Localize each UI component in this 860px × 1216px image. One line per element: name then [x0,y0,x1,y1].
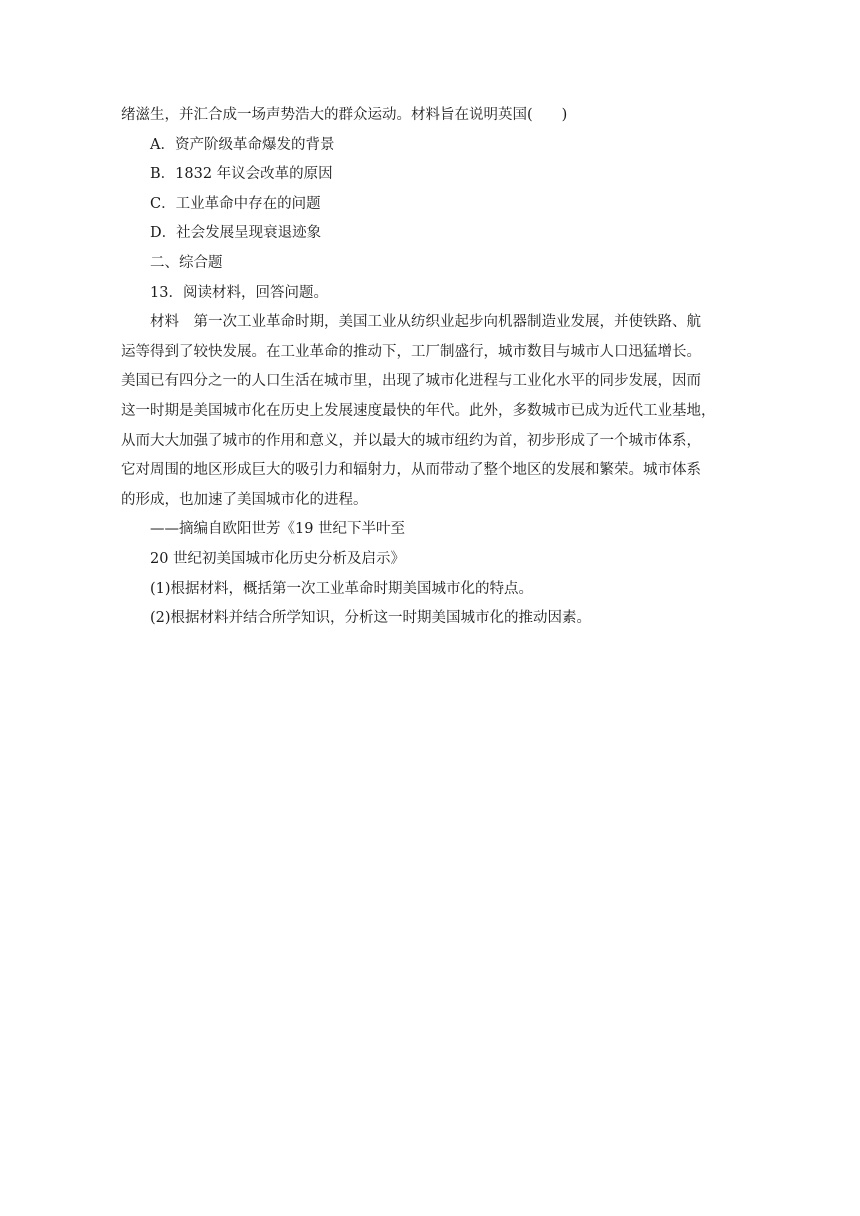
source-citation-line-1: ——摘编自欧阳世芳《19 世纪下半叶至 [150,521,406,538]
option-d: D．社会发展呈现衰退迹象 [150,225,322,242]
material-line: 这一时期是美国城市化在历史上发展速度最快的年代。此外，多数城市已成为近代工业基地， [121,402,716,419]
section-heading: 二、综合题 [150,254,223,271]
material-line: 运等得到了较快发展。在工业革命的推动下，工厂制盛行，城市数目与城市人口迅猛增长。 [121,343,701,360]
material-line: 美国已有四分之一的人口生活在城市里，出现了城市化进程与工业化水平的同步发展，因而 [121,373,701,390]
material-line: 的形成，也加速了美国城市化的进程。 [121,491,368,508]
question-12-stem-tail: 绪滋生，并汇合成一场声势浩大的群众运动。材料旨在说明英国( ) [121,107,568,123]
material-line: 材料 第一次工业革命时期，美国工业从纺织业起步向机器制造业发展，并使铁路、航 [150,314,701,331]
sub-question-1: (1)根据材料，概括第一次工业革命时期美国城市化的特点。 [150,580,534,597]
document-content [121,101,741,634]
option-c: C．工业革命中存在的问题 [150,195,321,212]
question-13-prompt: 13．阅读材料，回答问题。 [150,284,328,301]
option-b: B．1832 年议会改革的原因 [150,166,333,183]
option-a: A．资产阶级革命爆发的背景 [150,136,335,153]
material-line: 从而大大加强了城市的作用和意义，并以最大的城市纽约为首，初步形成了一个城市体系， [121,432,701,449]
material-line: 它对周围的地区形成巨大的吸引力和辐射力，从而带动了整个地区的发展和繁荣。城市体系 [121,462,701,479]
material-paragraph [121,308,741,515]
source-citation-line-2: 20 世纪初美国城市化历史分析及启示》 [150,550,406,567]
sub-question-2: (2)根据材料并结合所学知识，分析这一时期美国城市化的推动因素。 [150,610,592,627]
